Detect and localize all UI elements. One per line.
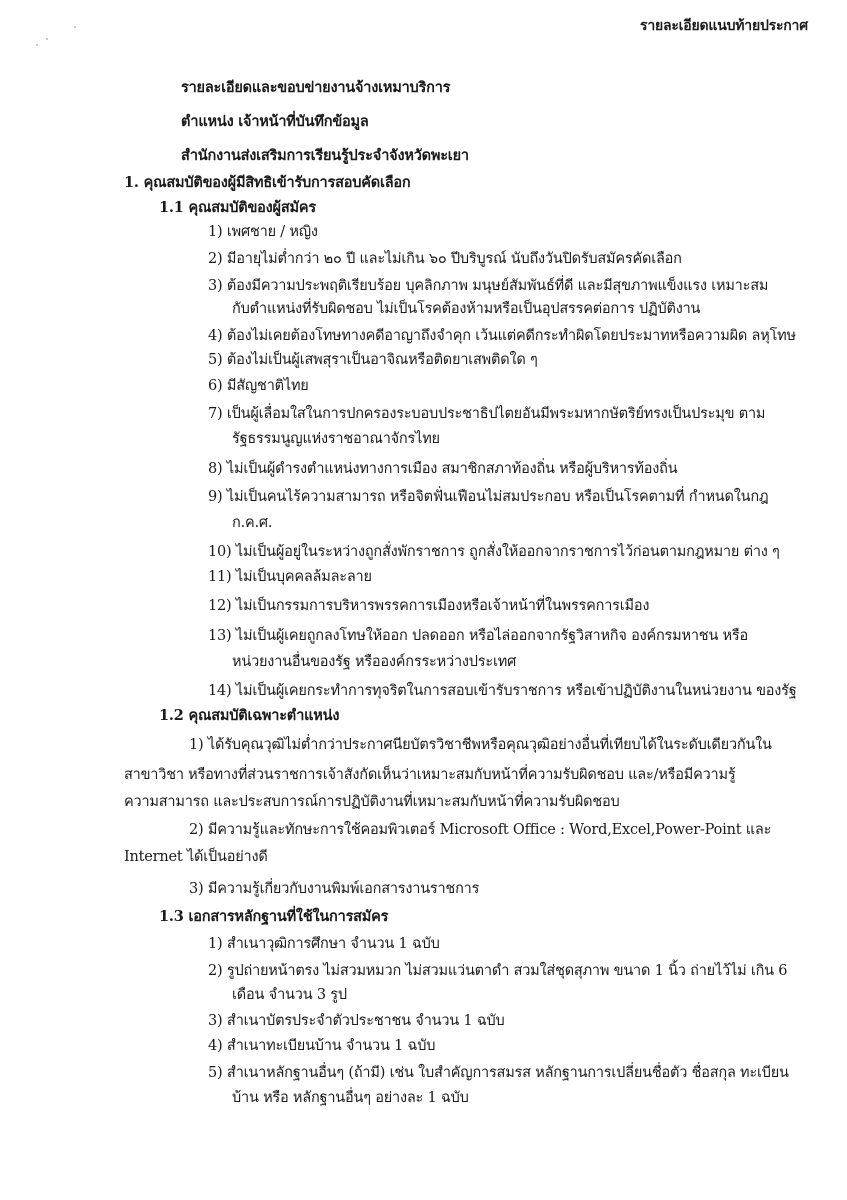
document-item: 1) สำเนาวุฒิการศึกษา จำนวน 1 ฉบับ	[208, 936, 440, 952]
qualification-item: 8) ไม่เป็นผู้ดำรงตำแหน่งทางการเมือง สมาชิกสภาท้องถิ่น หรือผู้บริหารท้องถิ่น	[208, 461, 678, 477]
title-line-3: สำนักงานส่งเสริมการเรียนรู้ประจำจังหวัดพะเยา	[181, 147, 469, 164]
qualification-item: 5) ต้องไม่เป็นผู้เสพสุราเป็นอาจิณหรือติดยาเสพติดใด ๆ	[208, 352, 538, 368]
qualification-item: 12) ไม่เป็นกรรมการบริหารพรรคการเมืองหรือเจ้าหน้าที่ในพรรคการเมือง	[208, 598, 650, 614]
title-line-1: รายละเอียดและขอบข่ายงานจ้างเหมาบริการ	[181, 79, 451, 96]
document-item: 2) รูปถ่ายหน้าตรง ไม่สวมหมวก ไม่สวมแว่นตาดำ สวมใส่ชุดสุภาพ ขนาด 1 นิ้ว ถ่ายไว้ไม่ เกิน 6	[208, 963, 788, 979]
qualification-item: 10) ไม่เป็นผู้อยู่ในระหว่างถูกสั่งพักราชการ ถูกสั่งให้ออกจากราชการไว้ก่อนตามกฎหมาย ต่าง ๆ	[208, 544, 780, 560]
qualification-item: 3) ต้องมีความประพฤติเรียบร้อย บุคลิกภาพ มนุษย์สัมพันธ์ที่ดี และมีสุขภาพแข็งแรง เหมาะสม	[208, 278, 769, 294]
qualification-item: 9) ไม่เป็นคนไร้ความสามารถ หรือจิตฟั่นเฟือนไม่สมประกอบ หรือเป็นโรคตามที่ กำหนดในกฎ	[208, 489, 769, 505]
qualification-item-continued: หน่วยงานอื่นของรัฐ หรือองค์กรระหว่างประเทศ	[232, 654, 517, 670]
qualification-item: 11) ไม่เป็นบุคคลล้มละลาย	[208, 569, 372, 585]
specific-qualification-line: สาขาวิชา หรือทางที่ส่วนราชการเจ้าสังกัดเห็นว่าเหมาะสมกับหน้าที่ความรับผิดชอบ และ/หรือมีความรู้	[124, 767, 736, 783]
specific-qualification-line: Internet ได้เป็นอย่างดี	[124, 849, 268, 865]
qualification-item-continued: กับตำแหน่งที่รับผิดชอบ ไม่เป็นโรคต้องห้ามหรือเป็นอุปสรรคต่อการ ปฏิบัติงาน	[232, 301, 701, 317]
scan-speck	[74, 26, 76, 28]
qualification-item: 1) เพศชาย / หญิง	[208, 224, 318, 240]
qualification-item: 2) มีอายุไม่ต่ำกว่า ๒๐ ปี และไม่เกิน ๖๐ ปีบริบูรณ์ นับถึงวันปิดรับสมัครคัดเลือก	[208, 251, 682, 267]
qualification-item: 7) เป็นผู้เลื่อมใสในการปกครองระบอบประชาธิปไตยอันมีพระมหากษัตริย์ทรงเป็นประมุข ตาม	[208, 406, 766, 422]
section-1-heading: 1. คุณสมบัติของผู้มีสิทธิเข้ารับการสอบคัดเลือก	[124, 174, 411, 191]
document-item-continued: เดือน จำนวน 3 รูป	[232, 987, 347, 1003]
specific-qualification-line: 1) ได้รับคุณวุฒิไม่ต่ำกว่าประกาศนียบัตรวิชาชีพหรือคุณวุฒิอย่างอื่นที่เทียบได้ในระดับเดียวกันใน	[189, 737, 772, 753]
document-item: 3) สำเนาบัตรประจำตัวประชาชน จำนวน 1 ฉบับ	[208, 1013, 505, 1029]
qualification-item-continued: รัฐธรรมนูญแห่งราชอาณาจักรไทย	[232, 431, 440, 447]
qualification-item: 4) ต้องไม่เคยต้องโทษทางคดีอาญาถึงจำคุก เว้นแต่คดีกระทำผิดโดยประมาทหรือความผิด ลหุโทษ	[208, 328, 796, 344]
specific-qualification-line: 2) มีความรู้และทักษะการใช้คอมพิวเตอร์ Microsoft Office : Word,Excel,Power-Point และ	[189, 822, 772, 838]
section-1-1-heading: 1.1 คุณสมบัติของผู้สมัคร	[159, 199, 316, 216]
scan-speck	[46, 38, 48, 40]
qualification-item: 14) ไม่เป็นผู้เคยกระทำการทุจริตในการสอบเข้ารับราชการ หรือเข้าปฏิบัติงานในหน่วยงาน ของรัฐ	[208, 683, 797, 699]
header-note: รายละเอียดแนบท้ายประกาศ	[640, 18, 808, 34]
section-1-2-heading: 1.2 คุณสมบัติเฉพาะตำแหน่ง	[159, 707, 340, 724]
section-1-3-heading: 1.3 เอกสารหลักฐานที่ใช้ในการสมัคร	[159, 908, 389, 925]
qualification-item-continued: ก.ค.ศ.	[232, 515, 273, 531]
document-item: 5) สำเนาหลักฐานอื่นๆ (ถ้ามี) เช่น ใบสำคัญการสมรส หลักฐานการเปลี่ยนชื่อตัว ชื่อสกุล ทะเบียน	[208, 1065, 789, 1081]
document-item: 4) สำเนาทะเบียนบ้าน จำนวน 1 ฉบับ	[208, 1038, 436, 1054]
specific-qualification-line: ความสามารถ และประสบการณ์การปฏิบัติงานที่เหมาะสมกับหน้าที่ความรับผิดชอบ	[124, 794, 620, 810]
qualification-item: 6) มีสัญชาติไทย	[208, 378, 309, 394]
title-line-2: ตำแหน่ง เจ้าหน้าที่บันทึกข้อมูล	[181, 113, 369, 130]
document-item-continued: บ้าน หรือ หลักฐานอื่นๆ อย่างละ 1 ฉบับ	[232, 1090, 469, 1106]
scan-speck	[36, 44, 38, 46]
qualification-item: 13) ไม่เป็นผู้เคยถูกลงโทษให้ออก ปลดออก หรือไล่ออกจากรัฐวิสาหกิจ องค์กรมหาชน หรือ	[208, 628, 749, 644]
specific-qualification-line: 3) มีความรู้เกี่ยวกับงานพิมพ์เอกสารงานราชการ	[189, 881, 480, 897]
